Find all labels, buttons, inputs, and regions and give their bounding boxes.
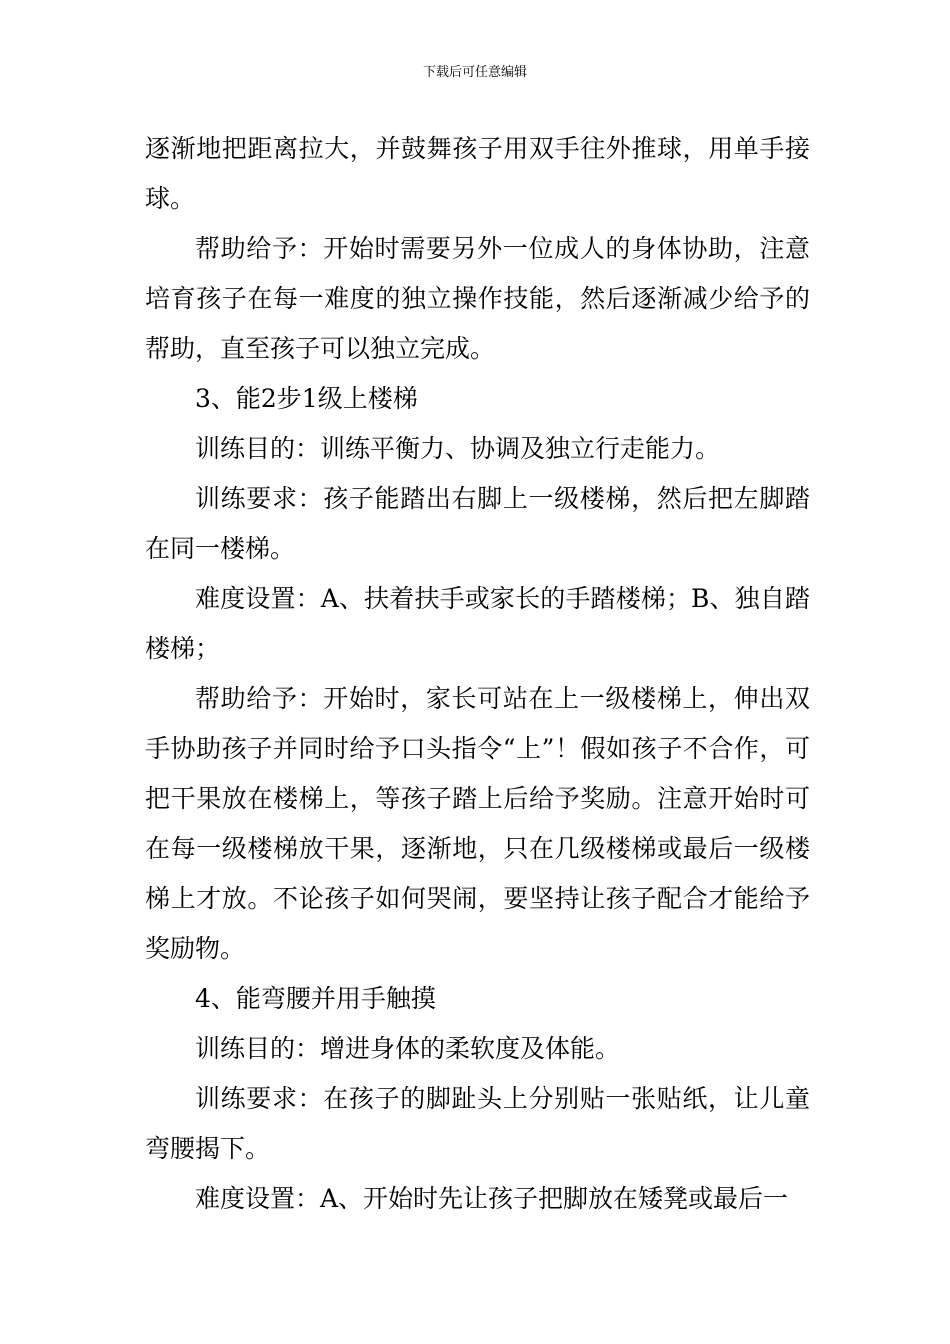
paragraph: 帮助给予：开始时需要另外一位成人的身体协助，注意培育孩子在每一难度的独立操作技能，然后逐渐减少给予的帮助，直至孩子可以独立完成。 [145, 234, 810, 363]
paragraph: 训练目的：增进身体的柔软度及体能。 [195, 1034, 621, 1063]
paragraph: 训练目的：训练平衡力、协调及独立行走能力。 [195, 434, 721, 463]
section-heading: 3、能2步1级上楼梯 [195, 384, 418, 413]
paragraph: 帮助给予：开始时，家长可站在上一级楼梯上，伸出双手协助孩子并同时给予口头指令“上”！假如孩子不合作，可把干果放在楼梯上，等孩子踏上后给予奖励。注意开始时可在每一级楼梯放干果，逐渐地，只在几级楼梯或最后一级楼梯上才放。不论孩子如何哭闹，要坚持让孩子配合才能给予奖励物。 [145, 684, 810, 963]
paragraph: 训练要求：孩子能踏出右脚上一级楼梯，然后把左脚踏在同一楼梯。 [145, 484, 810, 563]
paragraph: 难度设置：A、开始时先让孩子把脚放在矮凳或最后一 [195, 1184, 789, 1213]
document-body [145, 124, 810, 1224]
section-heading: 4、能弯腰并用手触摸 [195, 984, 436, 1013]
page-header: 下载后可任意编辑 [422, 65, 527, 80]
paragraph: 难度设置：A、扶着扶手或家长的手踏楼梯；B、独自踏楼梯； [145, 584, 810, 663]
paragraph: 逐渐地把距离拉大，并鼓舞孩子用双手往外推球，用单手接球。 [145, 134, 810, 213]
paragraph: 训练要求：在孩子的脚趾头上分别贴一张贴纸，让儿童弯腰揭下。 [145, 1084, 810, 1163]
